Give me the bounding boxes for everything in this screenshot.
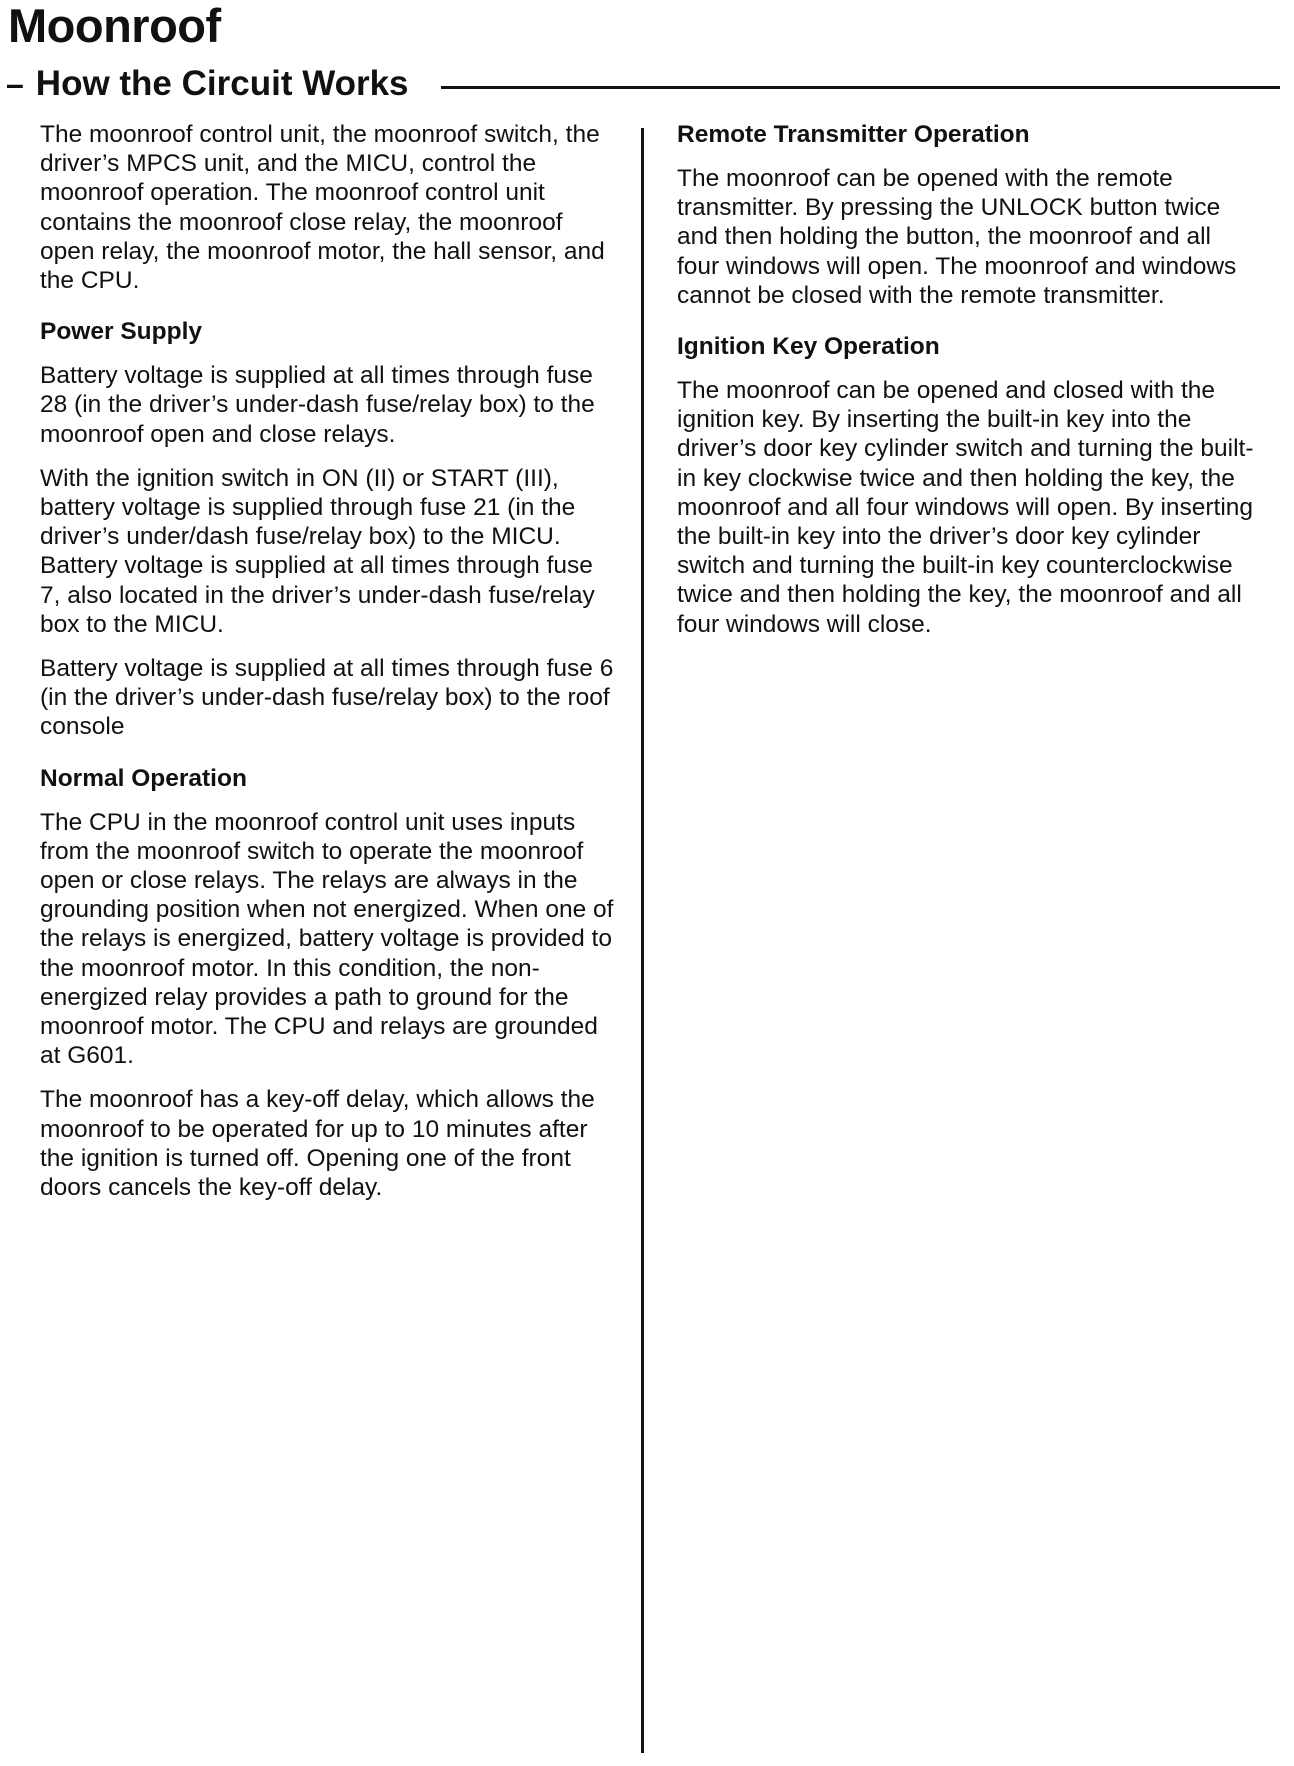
- remote-transmitter-paragraph: The moonroof can be opened with the remote transmitter. By pressing the UNLOCK button twice and then holding the button, the moonroof and all four windows will open. The moonroof and windows cannot be closed with the remote transmitter.: [677, 165, 1237, 309]
- power-supply-section: [40, 317, 620, 741]
- normal-operation-paragraph: The CPU in the moonroof control unit uses inputs from the moonroof switch to operate the moonroof open or close relays. The relays are always in the grounding position when not energized. When one of the relays is energized, battery voltage is provided to the moonroof motor. In this condition, the non-energized relay provides a path to ground for the moonroof motor. The CPU and relays are grounded at G601.: [40, 808, 614, 1070]
- power-supply-heading: Power Supply: [40, 318, 203, 346]
- intro-paragraph: The moonroof control unit, the moonroof switch, the driver’s MPCS unit, and the MICU, control the moonroof operation. The moonroof control unit contains the moonroof close relay, the moonroof open relay, the moonroof motor, the hall sensor, and the CPU.: [40, 121, 605, 295]
- section-rule: [441, 86, 1280, 89]
- left-column: [40, 120, 620, 1217]
- power-supply-paragraph: Battery voltage is supplied at all times through fuse 6 (in the driver’s under-dash fuse/relay box) to the roof console: [40, 655, 614, 741]
- column-divider: [641, 128, 644, 1753]
- normal-operation-paragraph: The moonroof has a key-off delay, which allows the moonroof to be operated for up to 10 minutes after the ignition is turned off. Opening one of the front doors cancels the key-off delay.: [40, 1086, 595, 1202]
- page-title: Moonroof: [8, 0, 221, 52]
- right-column: [677, 120, 1257, 654]
- remote-transmitter-section: [677, 120, 1257, 310]
- normal-operation-section: [40, 764, 620, 1203]
- power-supply-paragraph: With the ignition switch in ON (II) or START (III), battery voltage is supplied through fuse 21 (in the driver’s under/dash fuse/relay box) to the MICU. Battery voltage is supplied at all times through fuse 7, also located in the driver’s under-dash fuse/relay box to the MICU.: [40, 464, 595, 638]
- ignition-key-heading: Ignition Key Operation: [677, 333, 940, 361]
- section-title: How the Circuit Works: [35, 64, 409, 103]
- power-supply-paragraph: Battery voltage is supplied at all times through fuse 28 (in the driver’s under-dash fuse/relay box) to the moonroof open and close relays.: [40, 362, 595, 448]
- section-header: [6, 62, 1280, 106]
- ignition-key-section: [677, 332, 1257, 639]
- section-dash: –: [6, 66, 24, 102]
- remote-transmitter-heading: Remote Transmitter Operation: [677, 121, 1030, 148]
- normal-operation-heading: Normal Operation: [40, 764, 247, 792]
- ignition-key-paragraph: The moonroof can be opened and closed with the ignition key. By inserting the built-in key into the driver’s door key cylinder switch and turning the built-in key clockwise twice and then holding the key, the moonroof and all four windows will open. By inserting the built-in key into the driver’s door key cylinder switch and turning the built-in key counterclockwise twice and then holding the key, the moonroof and all four windows will close.: [677, 377, 1254, 638]
